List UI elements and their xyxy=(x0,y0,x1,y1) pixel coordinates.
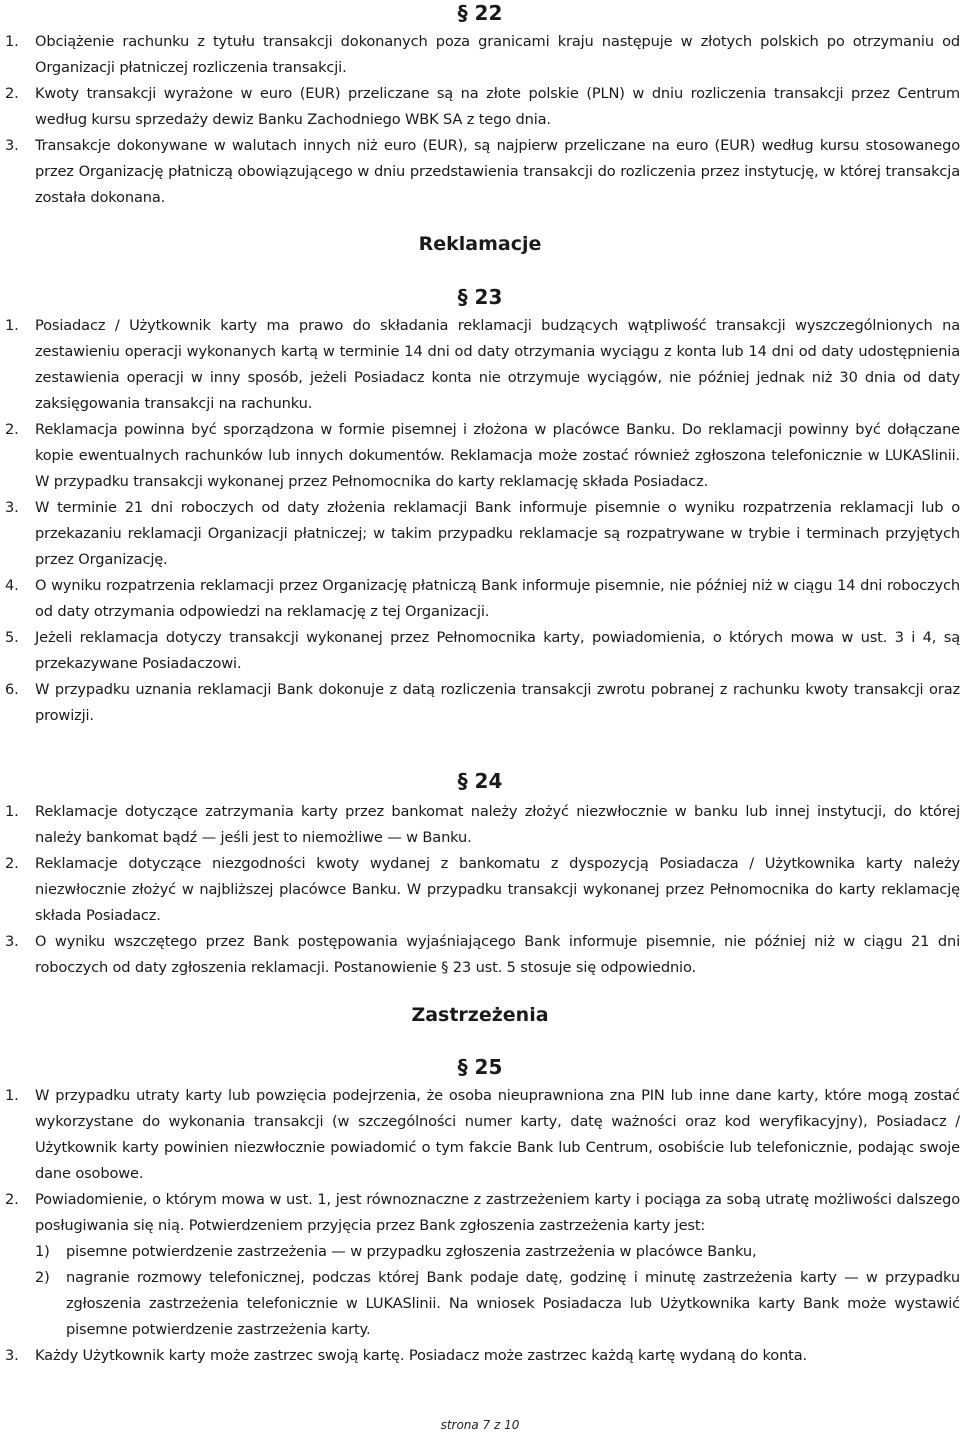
section-23-list xyxy=(0,313,960,729)
item-text: Kwoty transakcji wyrażone w euro (EUR) przeliczane są na złote polskie (PLN) w dniu rozliczenia transakcji przez Centrum według kursu sprzedaży dewiz Banku Zachodniego WBK SA z tego dnia. xyxy=(35,85,960,128)
section-22-list xyxy=(0,29,960,211)
item-number: 3. xyxy=(5,499,19,516)
item-number: 1. xyxy=(5,317,19,334)
item-text: O wyniku rozpatrzenia reklamacji przez Organizację płatniczą Bank informuje pisemnie, nie później niż w ciągu 14 dni roboczych od daty otrzymania odpowiedzi na reklamację z tej Organizacji. xyxy=(35,577,960,620)
item-text: Jeżeli reklamacja dotyczy transakcji wykonanej przez Pełnomocnika karty, powiadomienia, o których mowa w ust. 3 i 4, są przekazywane Posiadaczowi. xyxy=(35,629,960,672)
list-item xyxy=(0,81,960,133)
sub-item-text: pisemne potwierdzenie zastrzeżenia — w przypadku zgłoszenia zastrzeżenia w placówce Banku, xyxy=(66,1243,757,1260)
item-text: Każdy Użytkownik karty może zastrzec swoją kartę. Posiadacz może zastrzec każdą kartę wydaną do konta. xyxy=(35,1347,808,1364)
item-text: O wyniku wszczętego przez Bank postępowania wyjaśniającego Bank informuje pisemnie, nie później niż w ciągu 21 dni roboczych od daty zgłoszenia reklamacji. Postanowienie § 23 ust. 5 stosuje się odpowiednio. xyxy=(35,933,960,976)
list-item xyxy=(0,573,960,625)
item-text: Reklamacje dotyczące niezgodności kwoty wydanej z bankomatu z dyspozycją Posiadacza / Użytkownika karty należy niezwłocznie złożyć w najbliższej placówce Banku. W przypadku transakcji wykonanej przez Pełnomocnika do karty reklamację składa Posiadacz. xyxy=(35,855,960,924)
list-item xyxy=(0,1343,960,1369)
item-number: 1. xyxy=(5,1087,19,1104)
paragraph-title: § 22 xyxy=(457,1,503,25)
item-text: W przypadku utraty karty lub powzięcia podejrzenia, że osoba nieuprawniona zna PIN lub inne dane karty, które mogą zostać wykorzystane do wykonania transakcji (w szczególności numer karty, datę ważności oraz kod weryfikacyjny), Posiadacz / Użytkownik karty powinien niezwłocznie powiadomić o tym fakcie Bank lub Centrum, osobiście lub telefonicznie, podając swoje dane osobowe. xyxy=(35,1087,960,1182)
list-item xyxy=(0,625,960,677)
sub-item xyxy=(0,1265,960,1343)
item-number: 2. xyxy=(5,421,19,438)
sub-item xyxy=(0,1239,960,1265)
item-number: 6. xyxy=(5,681,19,698)
item-number: 2. xyxy=(5,855,19,872)
item-text: Reklamacja powinna być sporządzona w formie pisemnej i złożona w placówce Banku. Do reklamacji powinny być dołączane kopie ewentualnych rachunków lub innych dokumentów. Reklamacja może zostać również zgłoszona telefonicznie w LUKASlinii. W przypadku transakcji wykonanej przez Pełnomocnika do karty reklamację składa Posiadacz. xyxy=(35,421,960,490)
item-number: 3. xyxy=(5,933,19,950)
page-footer: strona 7 z 10 xyxy=(440,1418,520,1432)
section-heading-reklamacje xyxy=(0,233,960,255)
item-number: 2. xyxy=(5,85,19,102)
section-24 xyxy=(0,770,960,792)
sub-item-number: 1) xyxy=(35,1243,50,1260)
paragraph-title: § 24 xyxy=(457,769,503,793)
section-24-list xyxy=(0,799,960,981)
item-text: Posiadacz / Użytkownik karty ma prawo do składania reklamacji budzących wątpliwość transakcji wyszczególnionych na zestawieniu operacji wykonanych kartą w terminie 14 dni od daty otrzymania wyciągu z konta lub 14 dni od daty udostępnienia zestawienia operacji w inny sposób, jeżeli Posiadacz konta nie otrzymuje wyciągów, nie później jednak niż 30 dnia od daty zaksięgowania transakcji na rachunku. xyxy=(35,317,960,412)
section-25 xyxy=(0,1056,960,1078)
item-number: 4. xyxy=(5,577,19,594)
item-number: 2. xyxy=(5,1191,19,1208)
item-text: Obciążenie rachunku z tytułu transakcji dokonanych poza granicami kraju następuje w złotych polskich po otrzymaniu od Organizacji płatniczej rozliczenia transakcji. xyxy=(35,33,960,76)
section-25-list xyxy=(0,1083,960,1369)
item-text: W przypadku uznania reklamacji Bank dokonuje z datą rozliczenia transakcji zwrotu pobranej z rachunku kwoty transakcji oraz prowizji. xyxy=(35,681,960,724)
section-23 xyxy=(0,286,960,308)
list-item xyxy=(0,1187,960,1343)
sub-item-number: 2) xyxy=(35,1269,50,1286)
paragraph-title: § 25 xyxy=(457,1055,503,1079)
item-number: 3. xyxy=(5,1347,19,1364)
item-number: 5. xyxy=(5,629,19,646)
section-heading: Reklamacje xyxy=(418,233,542,255)
list-item xyxy=(0,851,960,929)
list-item xyxy=(0,29,960,81)
item-text: W terminie 21 dni roboczych od daty złożenia reklamacji Bank informuje pisemnie o wyniku rozpatrzenia reklamacji lub o przekazaniu reklamacji Organizacji płatniczej; w takim przypadku reklamacje są rozpatrywane w trybie i terminach przyjętych przez Organizację. xyxy=(35,499,960,568)
list-item xyxy=(0,677,960,729)
section-heading: Zastrzeżenia xyxy=(411,1004,549,1026)
list-item xyxy=(0,1083,960,1187)
item-number: 1. xyxy=(5,33,19,50)
item-text: Powiadomienie, o którym mowa w ust. 1, jest równoznaczne z zastrzeżeniem karty i pociąga za sobą utratę możliwości dalszego posługiwania się nią. Potwierdzeniem przyjęcia przez Bank zgłoszenia zastrzeżenia karty jest: xyxy=(35,1191,960,1234)
item-number: 3. xyxy=(5,137,19,154)
list-item xyxy=(0,133,960,211)
list-item xyxy=(0,313,960,417)
list-item xyxy=(0,799,960,851)
item-text: Transakcje dokonywane w walutach innych niż euro (EUR), są najpierw przeliczane na euro (EUR) według kursu stosowanego przez Organizację płatniczą obowiązującego w dniu przedstawienia transakcji do rozliczenia przez instytucję, w której transakcja została dokonana. xyxy=(35,137,960,206)
item-text: Reklamacje dotyczące zatrzymania karty przez bankomat należy złożyć niezwłocznie w banku lub innej instytucji, do której należy bankomat bądź — jeśli jest to niemożliwe — w Banku. xyxy=(35,803,960,846)
list-item xyxy=(0,495,960,573)
section-heading-zastrzezenia xyxy=(0,1004,960,1026)
list-item xyxy=(0,417,960,495)
item-number: 1. xyxy=(5,803,19,820)
section-22 xyxy=(0,2,960,24)
paragraph-title: § 23 xyxy=(457,285,503,309)
sub-item-text: nagranie rozmowy telefonicznej, podczas której Bank podaje datę, godzinę i minutę zastrzeżenia karty — w przypadku zgłoszenia zastrzeżenia telefonicznie w LUKASlinii. Na wniosek Posiadacza lub Użytkownika karty Bank może wystawić pisemne potwierdzenie zastrzeżenia karty. xyxy=(66,1269,960,1338)
list-item xyxy=(0,929,960,981)
